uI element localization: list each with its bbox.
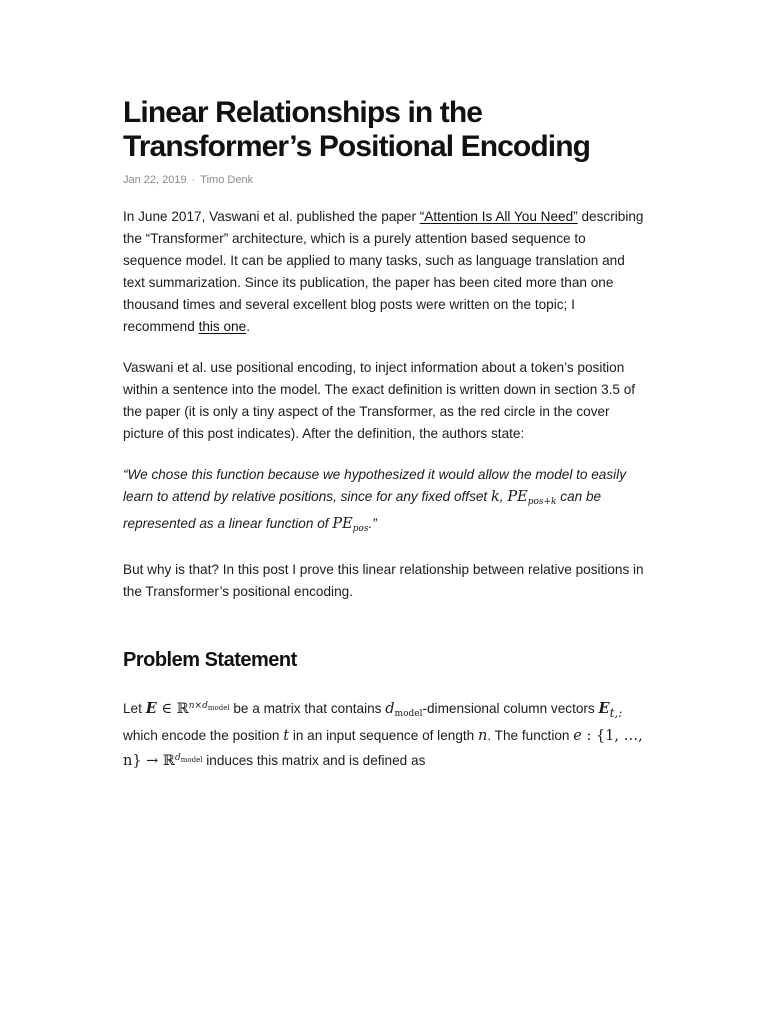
math-func-codomain-dim: [175, 753, 202, 763]
attention-paper-link[interactable]: “Attention Is All You Need”: [419, 209, 578, 224]
article: [123, 96, 648, 772]
math-pe-pos: [332, 516, 368, 532]
article-meta: [123, 173, 648, 187]
publish-date: Jan 22, 2019: [123, 174, 187, 186]
intro-paragraph: [123, 206, 648, 338]
ps-text-7: induces this matrix and is defined as: [202, 753, 426, 768]
math-dims-model: model: [207, 704, 230, 712]
problem-statement-paragraph: [123, 695, 648, 772]
math-pe2-subscript: pos: [352, 524, 369, 534]
math-Et-subscript: t,:: [609, 705, 623, 720]
math-pe2: PE: [332, 516, 353, 532]
quote-text-4: .”: [368, 516, 377, 531]
math-d-subscript: model: [394, 709, 423, 719]
math-matrix-E: E: [145, 700, 157, 717]
article-title: Linear Relationships in the Transformer’s Positional Encoding: [123, 96, 591, 163]
section-heading-problem-statement: Problem Statement: [123, 649, 297, 671]
math-real-space: [157, 701, 230, 717]
math-func-d: d: [174, 753, 181, 763]
ps-text-5: in an input sequence of length: [289, 728, 478, 743]
meta-separator: ·: [191, 174, 196, 186]
math-pe: PE: [507, 489, 528, 505]
intro-text-1: In June 2017, Vaswani et al. published the paper: [123, 209, 420, 224]
positional-encoding-paragraph: Vaswani et al. use positional encoding, to inject information about a token’s position within a sentence into the model. The exact definition is written down in section 3.5 of the paper (it is only a tiny aspect of the Transformer, as the red circle in the cover picture of this post indicates). After the definition, the authors state:: [123, 360, 636, 441]
paper-quote: [123, 464, 648, 540]
math-in-reals: ∈ ℝ: [156, 701, 189, 717]
quote-text-2: ,: [499, 489, 508, 504]
why-paragraph: But why is that? In this post I prove this linear relationship between relative positions in the Transformer’s positional encoding.: [123, 562, 644, 599]
math-dims: [189, 701, 230, 711]
ps-text-6: . The function: [487, 728, 574, 743]
math-pe-pos-plus-k: [507, 489, 556, 505]
math-offset-k: k: [491, 489, 500, 505]
math-dims-n: n×d: [188, 701, 208, 711]
intro-text-2: describing the “Transformer” architecture, which is a purely attention based sequence to sequence model. It can be applied to many tasks, such as language translation and text summarization. Since its publication, the paper has been cited more than one thousand times and several excellent blog posts were written on the topic; I recommend: [123, 209, 644, 334]
math-func-model: model: [180, 756, 203, 764]
math-E-t: [598, 700, 623, 720]
ps-text-2: be a matrix that contains: [229, 701, 386, 716]
ps-text-3: -dimensional column vectors: [422, 701, 599, 716]
math-pe-subscript: pos+k: [527, 497, 557, 507]
recommended-post-link[interactable]: this one: [198, 319, 247, 334]
author-name: Timo Denk: [200, 174, 254, 186]
math-d: d: [385, 701, 395, 717]
math-t: t: [283, 728, 290, 744]
quote-text-3: can be represented as a linear function of: [123, 489, 602, 531]
math-n: n: [478, 728, 488, 744]
intro-text-3: .: [246, 319, 250, 334]
math-func-domain: : {1, …, n} → ℝ: [123, 728, 643, 769]
math-d-model: [385, 701, 422, 717]
math-e: e: [573, 728, 582, 744]
quote-text-1: “We chose this function because we hypothesized it would allow the model to easily learn to attend by relative positions, since for any fixed offset: [123, 467, 626, 504]
ps-text-1: Let: [123, 701, 146, 716]
math-Et: E: [598, 700, 610, 717]
ps-text-4: which encode the position: [123, 728, 284, 743]
